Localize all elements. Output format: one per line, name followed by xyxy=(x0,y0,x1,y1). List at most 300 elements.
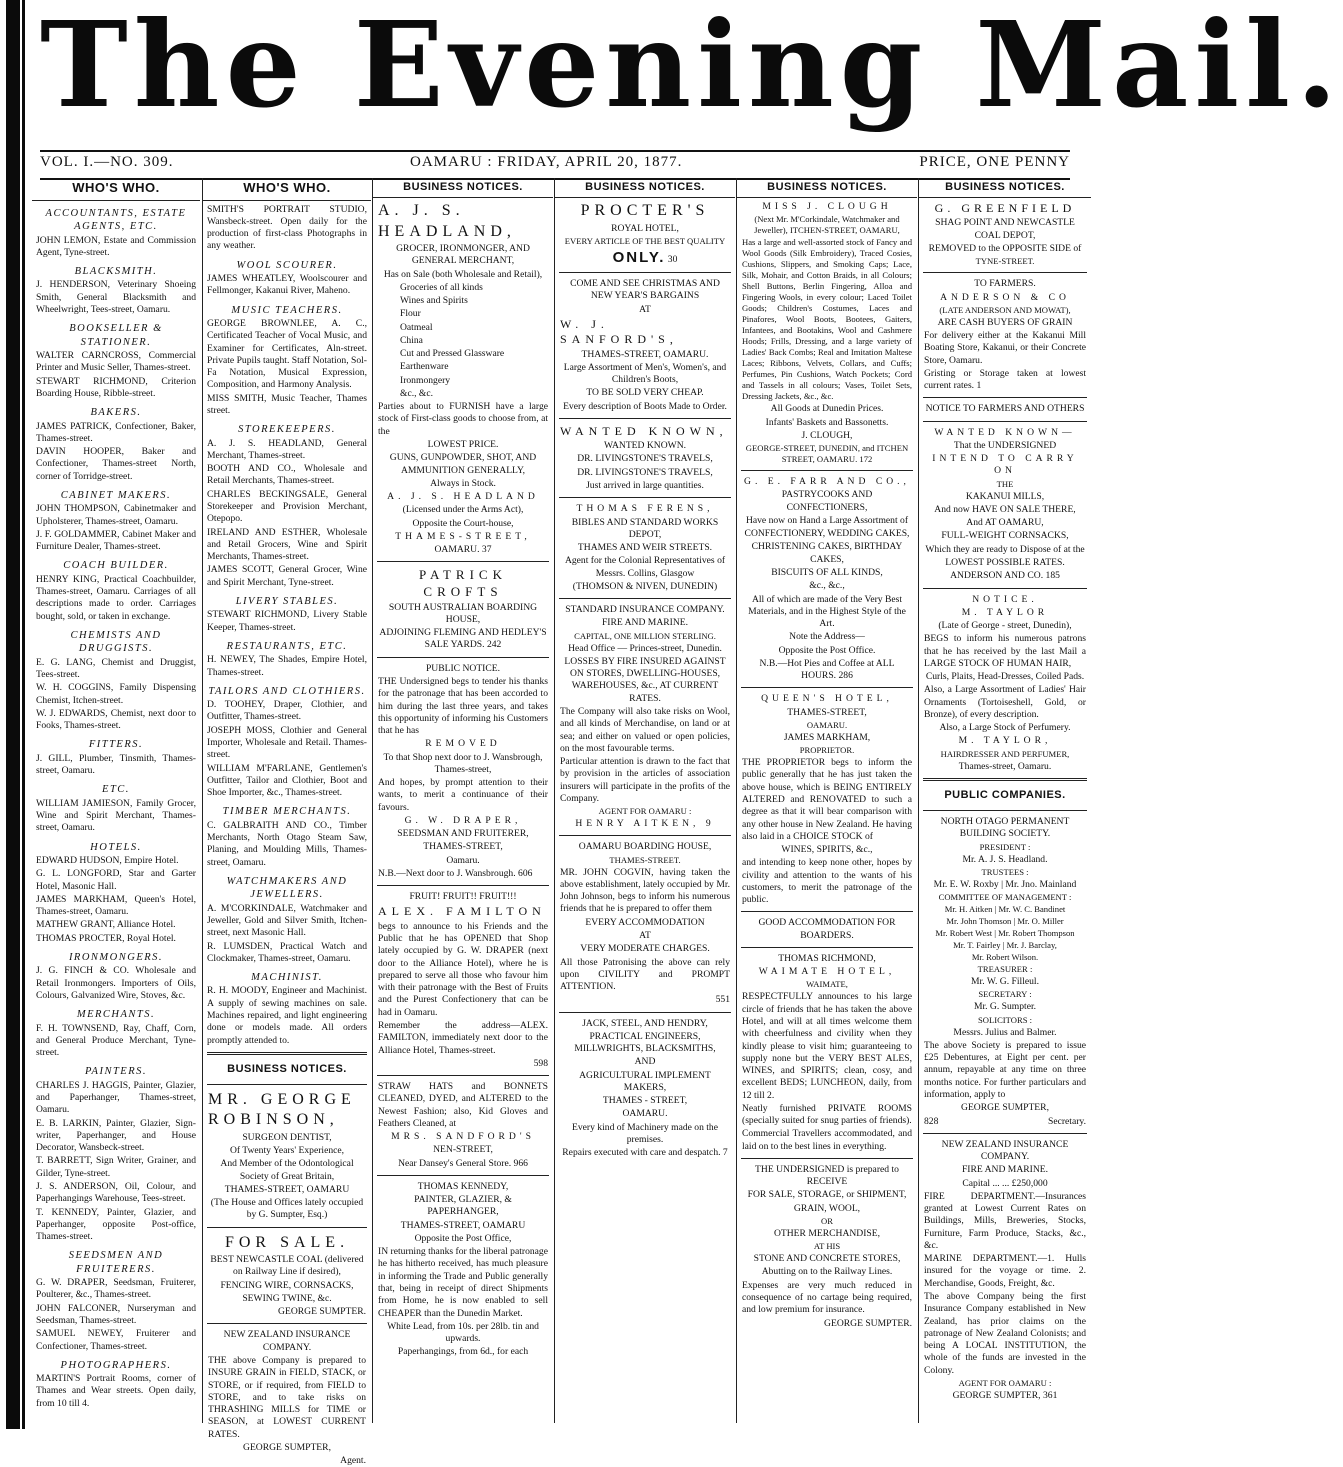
ad-text: N.B.—Next door to J. Wansbrough. xyxy=(378,867,516,879)
ad-text: Mr. Robert West | Mr. Robert Thompson xyxy=(935,928,1075,939)
ad-text: Near Dansey's General Store. xyxy=(398,1157,512,1169)
ad-text: FULL-WEIGHT CORNSACKS, xyxy=(941,530,1069,542)
ad-text: TREASURER : xyxy=(977,964,1033,975)
divider xyxy=(377,1175,549,1176)
ad-name: MRS. SANDFORD'S xyxy=(391,1131,535,1143)
ad-role: HAIRDRESSER AND PERFUMER, xyxy=(940,748,1070,759)
ad-text: And AT OAMARU, xyxy=(966,517,1044,529)
section-heading: COACH BUILDER. xyxy=(63,560,169,572)
divider xyxy=(377,561,549,562)
ad-role: ROYAL HOTEL, xyxy=(611,222,679,234)
directory-entry: H. NEWEY, The Shades, Empire Hotel, Thames-street. xyxy=(207,654,367,678)
ad-signature: J. CLOUGH, xyxy=(801,429,853,441)
ad-text: Mr. John Thomson | Mr. O. Miller xyxy=(946,916,1064,927)
directory-entry: W. J. EDWARDS, Chemist, next door to Fooks, Thames-street. xyxy=(36,707,196,732)
ad-number: 37 xyxy=(481,544,492,556)
ad-name: TO FARMERS. xyxy=(974,278,1036,290)
directory-entry: E. B. LARKIN, Painter, Glazier, Sign-writer, Paperhanger, and House Decorator, Wansbeck-street. xyxy=(36,1117,196,1154)
ad-name: A. J. S. HEADLAND, xyxy=(378,202,516,240)
ad-text: OTHER MERCHANDISE, xyxy=(773,1227,881,1239)
ad-signature: GEORGE SUMPTER. xyxy=(278,1306,366,1318)
column-header: BUSINESS NOTICES. xyxy=(737,178,917,198)
ad-cogvin xyxy=(560,841,730,1006)
ad-name: NOTICE. xyxy=(972,593,1038,605)
directory-entry: MISS SMITH, Music Teacher, Thames street. xyxy=(207,392,367,416)
ad-text: Parties about to FURNISH have a large stock of First-class goods to choose from, at the xyxy=(378,401,548,437)
goods-item: Oatmeal xyxy=(400,321,433,333)
ad-text: Infants' Baskets and Bassonetts. xyxy=(765,416,889,428)
divider xyxy=(207,1084,367,1085)
ad-text: KAKANUI MILLS, xyxy=(965,490,1045,502)
volume-number: VOL. I.—NO. 309. xyxy=(40,154,174,170)
ad-address: THAMES - STREET, xyxy=(602,1095,688,1107)
ad-text: AT xyxy=(639,929,651,941)
price: PRICE, ONE PENNY xyxy=(919,154,1070,170)
goods-item: Wines and Spirits xyxy=(400,295,468,307)
ad-name: JACK, STEEL, AND HENDRY, xyxy=(582,1017,708,1029)
ad-text: White Lead, from 10s. per 28lb. tin and upwards. xyxy=(387,1320,539,1345)
directory-entry: W. H. COGGINS, Family Dispensing Chemist, Itchen-street. xyxy=(36,682,196,706)
goods-item: &c., &c. xyxy=(400,387,434,399)
section-heading: HOTELS. xyxy=(90,841,142,853)
directory-entry: J. S. ANDERSON, Oil, Colour, and Paperhangings Warehouse, Tees-street. xyxy=(36,1180,196,1205)
ad-role: GROCER, IRONMONGER, AND GENERAL MERCHANT, xyxy=(396,243,530,267)
ad-text: AT HIS xyxy=(813,1241,841,1252)
masthead xyxy=(0,0,1343,150)
ad-text: The above Company being the first Insurance Company established in New Zealand, has prior claims on the patronage of New Zealand Colonists; and being A LOCAL INSTITUTION, the whole of the funds are invested in the Colony. xyxy=(924,1290,1086,1376)
ad-address: THAMES-STREET, OAMARU. xyxy=(581,348,709,360)
ad-kakanui-mills xyxy=(924,427,1086,583)
section-heading: BAKERS. xyxy=(90,407,142,419)
directory-entry: J. GILL, Plumber, Tinsmith, Thames-street, Oamaru. xyxy=(36,752,196,777)
ad-headland xyxy=(378,201,548,556)
ad-kennedy xyxy=(378,1181,548,1359)
ad-text: Agent. xyxy=(340,1455,366,1467)
ad-text: STONE AND CONCRETE STORES, xyxy=(753,1253,901,1265)
column-header: WHO'S WHO. xyxy=(32,178,200,201)
ad-text: Also, a Large Assortment of Ladies' Hair Ornaments (Tortoiseshell, Gold, or Bronze), of every description. xyxy=(924,684,1086,720)
ad-number: 828 xyxy=(924,1115,939,1127)
business-notices-header: BUSINESS NOTICES. xyxy=(227,1062,347,1075)
section-heading: CABINET MAKERS. xyxy=(60,489,172,501)
goods-item: Cut and Pressed Glassware xyxy=(400,348,505,360)
ad-text: RESPECTFULLY announces to his large circle of friends that he has taken the above Hotel, and will at all times welcome them with cheerfulness and civility when they kindly please to visit him; guaranteeing to supply none but the VERY BEST ALES, WINES, and SPIRITS; clean, cosy, and excellent BEDS; LUNCHEON, daily, from 12 till 2. xyxy=(742,991,912,1101)
ad-text: SEWING TWINE, &c. xyxy=(242,1292,332,1304)
directory-entry: JAMES WHEATLEY, Woolscourer and Fellmonger, Kakanui River, Maheno. xyxy=(207,273,367,297)
ad-waimate-hotel xyxy=(742,953,912,1153)
directory-entry: CHARLES J. HAGGIS, Painter, Glazier, and Paperhanger, Thames-street, Oamaru. xyxy=(36,1079,196,1116)
directory-entry: JOHN LEMON, Estate and Commission Agent, Tyne-street. xyxy=(36,234,196,258)
ad-nz-insurance-company xyxy=(924,1139,1086,1402)
ad-number: 551 xyxy=(715,994,730,1006)
directory-entry: DAVIN HOOPER, Baker and Confectioner, Thames-street North, corner of Torridge-street. xyxy=(36,446,196,482)
ad-text: Mr. H. Aitken | Mr. W. C. Bandinet xyxy=(944,904,1066,915)
ad-text: (THOMSON & NIVEN, DUNEDIN) xyxy=(572,580,718,592)
section-heading: MUSIC TEACHERS. xyxy=(231,304,343,316)
divider xyxy=(923,778,1087,781)
ad-text: And now HAVE ON SALE THERE, xyxy=(934,503,1076,515)
ad-town: OAMARU. xyxy=(434,544,480,556)
directory-entry: JAMES MARKHAM, Queen's Hotel, Thames-street, Oamaru. xyxy=(36,893,196,918)
directory-entry: F. H. TOWNSEND, Ray, Chaff, Corn, and General Produce Merchant, Tyne-street. xyxy=(36,1022,196,1059)
directory-entry: WILLIAM JAMIESON, Family Grocer, Wine and Spirit Merchant, Thames-street, Oamaru. xyxy=(36,797,196,834)
ad-sanford xyxy=(560,278,730,413)
ad-signature: ANDERSON AND CO. xyxy=(950,570,1044,582)
ad-text: THE xyxy=(996,478,1014,489)
ad-text: Expenses are very much reduced in consequence of no cartage being required, and low premium for insurance. xyxy=(742,1279,912,1316)
ad-number: 598 xyxy=(533,1057,548,1069)
section-heading: BLACKSMITH. xyxy=(74,266,158,278)
goods-item: Earthenware xyxy=(400,361,449,373)
ad-role: AGRICULTURAL IMPLEMENT MAKERS, xyxy=(579,1069,711,1093)
ad-name: MR. GEORGE ROBINSON, xyxy=(208,1090,356,1129)
ad-text: Mr. E. W. Roxby | Mr. Jno. Mainland xyxy=(933,878,1077,890)
ad-name: ALEX. FAMILTON xyxy=(378,904,546,919)
ad-address: TYNE-STREET. xyxy=(975,256,1035,267)
ad-text: Opposite the Court-house, xyxy=(412,517,514,529)
ad-text: THE PROPRIETOR begs to inform the public generally that he has just taken the above house, which is BEING ENTIRELY ALTERED and RENOVATED to such a degree as that it will bear comparison with any other house in New Zealand. He having also laid in a CHOICE STOCK of xyxy=(742,757,912,842)
ad-text: MARINE DEPARTMENT.—1. Hulls insured for the voyage or time. 2. Merchandise, Goods, Freight, &c. xyxy=(924,1253,1086,1289)
ad-text: Commercial Travellers accommodated, and laid on to the best lines in everything. xyxy=(742,1128,912,1152)
divider xyxy=(559,497,731,498)
directory-entry: WALTER CARNCROSS, Commercial Printer and Music Seller, Thames-street. xyxy=(36,350,196,374)
directory-entry: JOHN THOMPSON, Cabinetmaker and Upholsterer, Thames-street, Oamaru. xyxy=(36,503,196,527)
ad-text: TO BE SOLD VERY CHEAP. xyxy=(586,387,704,399)
directory-entry: MATHEW GRANT, Alliance Hotel. xyxy=(36,919,176,931)
ad-text: Opposite the Post Office, xyxy=(414,1232,512,1244)
ad-role: Secretary. xyxy=(1048,1115,1086,1127)
section-heading: SEEDSMEN AND FRUITERERS. xyxy=(68,1250,164,1275)
directory-entry: G. W. DRAPER, Seedsman, Fruiterer, Poulterer, &c., Thames-street. xyxy=(36,1277,196,1301)
ad-building-society xyxy=(924,816,1086,1128)
ad-text: Just arrived in large quantities. xyxy=(586,480,704,491)
ad-text: LOWEST PRICE. xyxy=(427,439,499,450)
publication-date: OAMARU : FRIDAY, APRIL 20, 1877. xyxy=(410,154,683,170)
ad-text: Mr. A. J. S. Headland. xyxy=(962,853,1048,865)
ad-signature: M. TAYLOR, xyxy=(958,735,1052,747)
column-header: BUSINESS NOTICES. xyxy=(555,178,735,198)
divider xyxy=(377,885,549,886)
directory-entry: CHARLES BECKINGSALE, General Storekeeper and Provision Merchant, Otepopo. xyxy=(207,488,367,525)
ad-text: COMMITTEE OF MANAGEMENT : xyxy=(938,892,1072,903)
ad-name: FOR SALE. xyxy=(224,1233,350,1251)
ad-text: OR xyxy=(821,1215,833,1226)
ad-role: SEEDSMAN AND FRUITERER, xyxy=(397,828,529,840)
ad-text: Every kind of Machinery made on the premises. xyxy=(572,1121,718,1145)
divider xyxy=(559,418,731,419)
divider xyxy=(559,598,731,599)
ad-text: Neatly furnished PRIVATE ROOMS (specially suited for snug parties of friends). xyxy=(742,1102,912,1127)
ad-sumpter-stores xyxy=(742,1164,912,1330)
ad-text: VERY MODERATE CHARGES. xyxy=(580,943,710,955)
ad-sandford xyxy=(378,1081,548,1170)
directory-entry: SMITH'S PORTRAIT STUDIO, Wansbeck-street. Open daily for the production of first-class Photographs in any weather. xyxy=(207,203,367,252)
ad-text: That the UNDERSIGNED xyxy=(953,439,1057,451)
directory-entry: A. M'CORKINDALE, Watchmaker and Jeweller, Gold and Silver Smith, Itchen-street, next Masonic Hall. xyxy=(207,902,367,939)
ad-name: QUEEN'S HOTEL, xyxy=(761,693,893,705)
ad-nz-insurance xyxy=(208,1329,366,1467)
ad-text: TRUSTEES : xyxy=(981,866,1029,877)
ad-name: NOTICE TO FARMERS AND OTHERS xyxy=(925,403,1085,415)
section-heading: WATCHMAKERS AND JEWELLERS. xyxy=(226,875,348,901)
ad-role: WAIMATE HOTEL, xyxy=(758,966,896,978)
ad-anderson-farmers xyxy=(924,278,1086,392)
ad-text: Agent for the Colonial Representatives of Messrs. Collins, Glasgow xyxy=(564,555,726,579)
ad-text: Paperhangings, from 6d., for each xyxy=(397,1346,529,1358)
divider xyxy=(559,835,731,836)
ad-text: Has on Sale (both Wholesale and Retail), xyxy=(383,268,543,280)
ad-text: Mr. Robert Wilson. xyxy=(971,952,1039,963)
ad-text: Messrs. Julius and Balmer. xyxy=(953,1026,1057,1038)
ad-name: FRUIT! FRUIT!! FRUIT!!! xyxy=(409,891,517,903)
ad-text: EVERY ACCOMMODATION xyxy=(585,916,705,928)
ad-address: NEN-STREET, xyxy=(433,1144,493,1156)
ad-town: Oamaru. xyxy=(446,854,480,866)
ad-text: AGENT FOR OAMARU : xyxy=(958,1377,1052,1388)
ad-text: LOSSES BY FIRE INSURED AGAINST ON STORES, DWELLING-HOUSES, WAREHOUSES, &c., AT CURRENT RATES. xyxy=(564,655,726,704)
ad-signature: JAMES MARKHAM, xyxy=(783,731,871,743)
ad-good-accommodation xyxy=(742,917,912,942)
divider xyxy=(207,1323,367,1324)
section-heading: IRONMONGERS. xyxy=(68,951,164,963)
ad-text: REMOVED xyxy=(425,738,501,750)
ad-name: NEW ZEALAND INSURANCE COMPANY. xyxy=(941,1138,1069,1163)
ad-signature: GEORGE SUMPTER, xyxy=(952,1389,1041,1401)
ad-text: Curls, Plaits, Head-Dresses, Coiled Pads. xyxy=(925,671,1085,683)
section-heading: MERCHANTS. xyxy=(76,1009,156,1021)
directory-entry: JAMES PATRICK, Confectioner, Baker, Thames-street. xyxy=(36,420,196,444)
divider xyxy=(741,947,913,948)
ad-address: THAMES-STREET, xyxy=(395,530,531,542)
ad-text: The above Society is prepared to issue £25 Debentures, at Eight per cent. per annum, repayable at any time on three months notice. For further particulars and information, apply to xyxy=(924,1039,1086,1100)
ad-number: 286 xyxy=(838,670,853,682)
ad-text: GUNS, GUNPOWDER, SHOT, AND AMMUNITION GENERALLY, xyxy=(389,452,537,476)
section-heading: STOREKEEPERS. xyxy=(238,424,336,436)
ad-role: SHAG POINT AND NEWCASTLE COAL DEPOT, xyxy=(935,217,1075,241)
section-heading: CHEMISTS AND DRUGGISTS. xyxy=(70,629,162,655)
public-companies-header: PUBLIC COMPANIES. xyxy=(944,789,1066,801)
ad-number: 606 xyxy=(518,867,533,879)
divider xyxy=(741,687,913,688)
ad-number: 361 xyxy=(1042,1389,1058,1401)
ad-wanted-known xyxy=(560,424,730,492)
ad-text: (The House and Offices lately occupied by G. Sumpter, Esq.) xyxy=(210,1197,364,1221)
ad-text: SECRETARY : xyxy=(978,989,1032,1000)
divider xyxy=(923,810,1087,811)
ad-signature: GEORGE SUMPTER, xyxy=(961,1102,1049,1114)
ad-text: Opposite the Post Office. xyxy=(778,644,876,656)
ad-signature: GEORGE SUMPTER. xyxy=(824,1317,912,1329)
ad-name: PUBLIC NOTICE. xyxy=(425,662,501,674)
goods-list xyxy=(400,282,548,400)
ad-notice-farmers xyxy=(924,403,1086,415)
ad-number: 185 xyxy=(1045,570,1060,582)
section-heading: TAILORS AND CLOTHIERS. xyxy=(208,685,366,697)
ad-town: OAMARU. xyxy=(622,1108,668,1120)
ad-procter xyxy=(560,201,730,267)
ad-text: REMOVED to the OPPOSITE SIDE of xyxy=(928,242,1082,254)
ad-text: Capital ... ... £250,000 xyxy=(962,1177,1048,1189)
columns xyxy=(32,178,1092,1467)
directory-entry: JOHN FALCONER, Nurseryman and Seedsman, Thames-street. xyxy=(36,1302,196,1326)
section-heading: TIMBER MERCHANTS. xyxy=(222,806,352,818)
goods-item: Flour xyxy=(400,308,421,320)
ad-text: ARE CASH BUYERS OF GRAIN xyxy=(937,316,1073,328)
directory-entry: J. F. GOLDAMMER, Cabinet Maker and Furniture Dealer, Thames-street. xyxy=(36,528,196,553)
directory-entry: J. HENDERSON, Veterinary Shoeing Smith, General Blacksmith and Wheelwright, Tees-street, Oamaru. xyxy=(36,279,196,315)
divider xyxy=(923,272,1087,273)
column-whos-who-2 xyxy=(202,178,371,1467)
ad-signature: A. J. S. HEADLAND xyxy=(387,491,539,503)
directory-entry: D. TOOHEY, Draper, Clothier, and Outfitter, Thames-street. xyxy=(207,699,367,723)
ad-text: All Goods at Dunedin Prices. xyxy=(770,403,884,415)
ad-town: WAIMATE, xyxy=(806,979,848,990)
ad-text: Repairs executed with care and despatch. xyxy=(562,1147,721,1159)
directory-entry: GEORGE BROWNLEE, A. C., Certificated Teacher of Vocal Music, and Examiner for Certificates, Aln-street. Private Pupils taught. Staff Notation, Sol-Fa Notation, Musical Expression, Composition, and Harmony Analysis. xyxy=(207,318,367,391)
ad-number: 7 xyxy=(722,1147,728,1159)
divider xyxy=(207,1052,367,1055)
directory-entry: SAMUEL NEWEY, Fruiterer and Confectioner, Thames-street. xyxy=(36,1328,196,1352)
ad-signature: G. W. DRAPER, xyxy=(404,814,522,826)
ad-text: N.B.—Hot Pies and Coffee at ALL HOURS. xyxy=(759,657,895,682)
directory-entry: JAMES SCOTT, General Grocer, Wine and Spirit Merchant, Tyne-street. xyxy=(207,564,367,588)
ad-text: DR. LIVINGSTONE'S TRAVELS, xyxy=(577,466,713,478)
ad-name: W. J. SANFORD'S, xyxy=(560,316,678,347)
ad-text: GRAIN, WOOL, xyxy=(793,1202,861,1214)
ad-role: SURGEON DENTIST, xyxy=(242,1131,332,1143)
column-header: BUSINESS NOTICES. xyxy=(373,178,553,198)
ad-address: THAMES AND WEIR STREETS. xyxy=(577,542,713,554)
ad-text: All those Patronising the above can rely upon CIVILITY and PROMPT ATTENTION. xyxy=(560,956,730,993)
ad-text: Of Twenty Years' Experience, xyxy=(229,1145,345,1157)
ad-name: STANDARD INSURANCE COMPANY. xyxy=(565,604,725,616)
ad-text: AGENT FOR OAMARU : xyxy=(598,806,692,817)
divider xyxy=(207,1227,367,1228)
page-edge-rule xyxy=(22,0,25,1429)
directory-entry: WILLIAM M'FARLANE, Gentlemen's Outfitter, Tailor and Clothier, Boot and Shoe Importer, &c., Thames-street. xyxy=(207,762,367,799)
ad-text: (Licensed under the Arms Act), xyxy=(402,504,524,516)
directory-entry: MARTIN'S Portrait Rooms, corner of Thames and Wear streets. Open daily, from 10 till 4. xyxy=(36,1373,196,1409)
ad-name: G. GREENFIELD xyxy=(934,201,1076,216)
ad-text: DR. LIVINGSTONE'S TRAVELS, xyxy=(577,453,713,465)
ad-number: 966 xyxy=(513,1157,528,1169)
ad-text: LOWEST POSSIBLE RATES. xyxy=(945,557,1065,569)
ad-text: FENCING WIRE, CORNSACKS, xyxy=(220,1279,354,1291)
newspaper-title: The Evening Mail. xyxy=(40,0,1343,134)
ad-text: THE above Company is prepared to INSURE GRAIN in FIELD, STACK, or STORE, or if required, from FIELD to STORE, and to take risks on THRASHING MILLS for TIME or SEASON, at LOWEST CURRENT RATES. xyxy=(208,1355,366,1440)
section-heading: WOOL SCOURER. xyxy=(236,259,338,271)
ad-text: The Company will also take risks on Wool, and all kinds of Merchandise, on land or at sea; and either on valued or open policies, on the most favourable terms. xyxy=(560,705,730,754)
directory-entry: EDWARD HUDSON, Empire Hotel. xyxy=(36,855,179,867)
ad-town: OAMARU. xyxy=(806,719,848,730)
ad-name: THOMAS FERENS, xyxy=(576,503,714,515)
ad-role: PROPRIETOR. xyxy=(799,745,855,756)
ad-name: G. E. FARR AND CO., xyxy=(744,476,910,488)
ad-text: Have now on Hand a Large Assortment of xyxy=(745,514,909,526)
ad-name: GOOD ACCOMMODATION FOR BOARDERS. xyxy=(758,917,896,941)
ad-address: THAMES-STREET, xyxy=(423,841,503,853)
ad-text: Note the Address— xyxy=(789,631,865,643)
ad-address: GEORGE-STREET, DUNEDIN, and ITCHEN STREET, OAMARU. xyxy=(745,443,909,465)
ad-name: MISS J. CLOUGH xyxy=(762,201,892,213)
ad-for-sale xyxy=(208,1233,366,1319)
ad-text: STRAW HATS and BONNETS CLEANED, DYED, and ALTERED to the Newest Fashion; also, Kid Gloves and Feathers Cleaned, at xyxy=(378,1081,548,1129)
ad-famílton xyxy=(378,891,548,1070)
ad-number: 9 xyxy=(705,818,715,830)
column-business-1 xyxy=(372,178,553,1423)
ad-text: Particular attention is drawn to the fact that by provision in the articles of association insurers will participate in the profits of the Company. xyxy=(560,756,730,804)
ad-taylor xyxy=(924,594,1086,773)
ad-text: Abutting on to the Railway Lines. xyxy=(761,1266,893,1278)
divider xyxy=(923,1133,1087,1134)
ad-text: WINES, SPIRITS, &c., xyxy=(781,844,873,856)
ad-name: M. TAYLOR xyxy=(961,606,1049,618)
ad-farr xyxy=(742,476,912,682)
ad-text: All of which are made of the Very Best Materials, and in the Highest Style of the Art. xyxy=(748,593,906,630)
ad-text: CONFECTIONERY, WEDDING CAKES, xyxy=(744,528,910,540)
ad-role: PASTRYCOOKS AND CONFECTIONERS, xyxy=(781,489,873,513)
directory-list xyxy=(32,207,200,1410)
ad-text: CHRISTENING CAKES, BIRTHDAY CAKES, xyxy=(751,541,903,565)
ad-name: THE UNDERSIGNED is prepared to RECEIVE xyxy=(755,1163,899,1188)
directory-list xyxy=(203,204,371,1047)
ad-address: THAMES-STREET. xyxy=(609,854,681,865)
ad-text: Mr. T. Fairley | Mr. J. Barclay, xyxy=(953,940,1057,951)
ad-text: FIRE AND MARINE. xyxy=(601,617,689,629)
dateline-bar xyxy=(40,150,1070,180)
directory-entry: IRELAND AND ESTHER, Wholesale and Retail Grocers, Wine and Spirit Merchants, Thames-street. xyxy=(207,526,367,563)
ad-address: THAMES-STREET, OAMARU xyxy=(224,1183,350,1195)
ad-number: 30 xyxy=(667,253,678,265)
divider xyxy=(559,272,731,273)
section-heading: MACHINIST. xyxy=(251,972,323,984)
divider xyxy=(923,397,1087,398)
ad-text: FOR SALE, STORAGE, or SHIPMENT, xyxy=(747,1189,907,1201)
ad-text: Also, a Large Stock of Perfumery. xyxy=(939,722,1071,734)
goods-item: China xyxy=(400,334,423,346)
ad-text: Which they are ready to Dispose of at the xyxy=(925,543,1085,555)
ad-text: FIRE DEPARTMENT.—Insurances granted at Lowest Current Rates on Buildings, Mills, Breweries, Stocks, Furniture, Farm Produce, Stacks, &c., &c. xyxy=(924,1190,1086,1251)
ad-text: ADJOINING FLEMING AND HEDLEY'S SALE YARDS. xyxy=(379,627,547,651)
directory-entry: JOSEPH MOSS, Clothier and General Importer, Wholesale and Retail. Thames-street. xyxy=(207,724,367,761)
ad-text: ONLY. xyxy=(612,248,666,266)
ad-standard-insurance xyxy=(560,604,730,830)
directory-entry: C. GALBRAITH AND CO., Timber Merchants, North Otago Steam Saw, Planing, and Moulding Mills, Thames-street, Oamaru. xyxy=(207,819,367,868)
ad-text: AND xyxy=(634,1056,656,1068)
column-header: BUSINESS NOTICES. xyxy=(919,178,1091,198)
divider xyxy=(923,421,1087,422)
directory-entry: R. LUMSDEN, Practical Watch and Clockmaker, Thames-street, Oamaru. xyxy=(207,940,367,964)
ad-text: Mr. W. G. Filleul. xyxy=(971,976,1039,988)
ad-text: Has a large and well-assorted stock of Fancy and Wool Goods (Silk Embroidery), Traced Cosies, Cushions, Slippers, and Smoking Caps; Lace, Silk, Mohair, and Cotton Braids, in all Colours; Shell Buttons, Berlin Fingering, Alloa and Fingering Wools, in every colour; Laced Toilet Goods; Children's Costumes, Laces and Pinafores, Wool Boots, Bootees, Gaiters, Infantees, and Bootakins, Wool and Cashmere Hoods; Frills, Dressing, and a large variety of Ladies' Back Combs; Real and Imitation Maltese Laces; Ribbons, Velvets, Collars, and Cuffs; Perfumes, Pin Cushions, Watch Pockets; Cord and Tassels in all colours; Vases, Toilet Sets, Dressing Jackets, &c., &c. xyxy=(742,237,912,402)
ad-queens-hotel xyxy=(742,693,912,906)
divider xyxy=(377,1075,549,1076)
directory-entry: G. L. LONGFORD, Star and Garter Hotel, Masonic Hall. xyxy=(36,868,196,892)
column-business-4 xyxy=(918,178,1091,1423)
ad-text: And hopes, by prompt attention to their wants, to merit a continuance of their favours. xyxy=(378,777,548,813)
column-header: WHO'S WHO. xyxy=(203,178,371,201)
ad-robinson xyxy=(208,1090,366,1222)
ad-text: IN returning thanks for the liberal patronage he has hitherto received, has much pleasure in informing the Trade and Public generally that, being in receipt of direct Shipments from Home, he is now enabled to sell CHEAPER than the Dunedin Market. xyxy=(378,1246,548,1319)
ad-text: FIRE AND MARINE. xyxy=(961,1164,1049,1176)
directory-entry: T. BARRETT, Sign Writer, Grainer, and Gilder, Tyne-street. xyxy=(36,1155,196,1179)
ad-role: PRACTICAL ENGINEERS, MILLWRIGHTS, BLACKSMITHS, xyxy=(574,1030,716,1055)
ad-address: THAMES-STREET, xyxy=(787,706,867,718)
section-heading: BOOKSELLER & STATIONER. xyxy=(69,323,163,348)
divider xyxy=(559,1012,731,1013)
ad-text: (Next Mr. M'Corkindale, Watchmaker and Jeweller), ITCHEN-STREET, OAMARU, xyxy=(754,214,900,236)
ad-name: NORTH OTAGO PERMANENT BUILDING SOCIETY. xyxy=(940,816,1070,840)
